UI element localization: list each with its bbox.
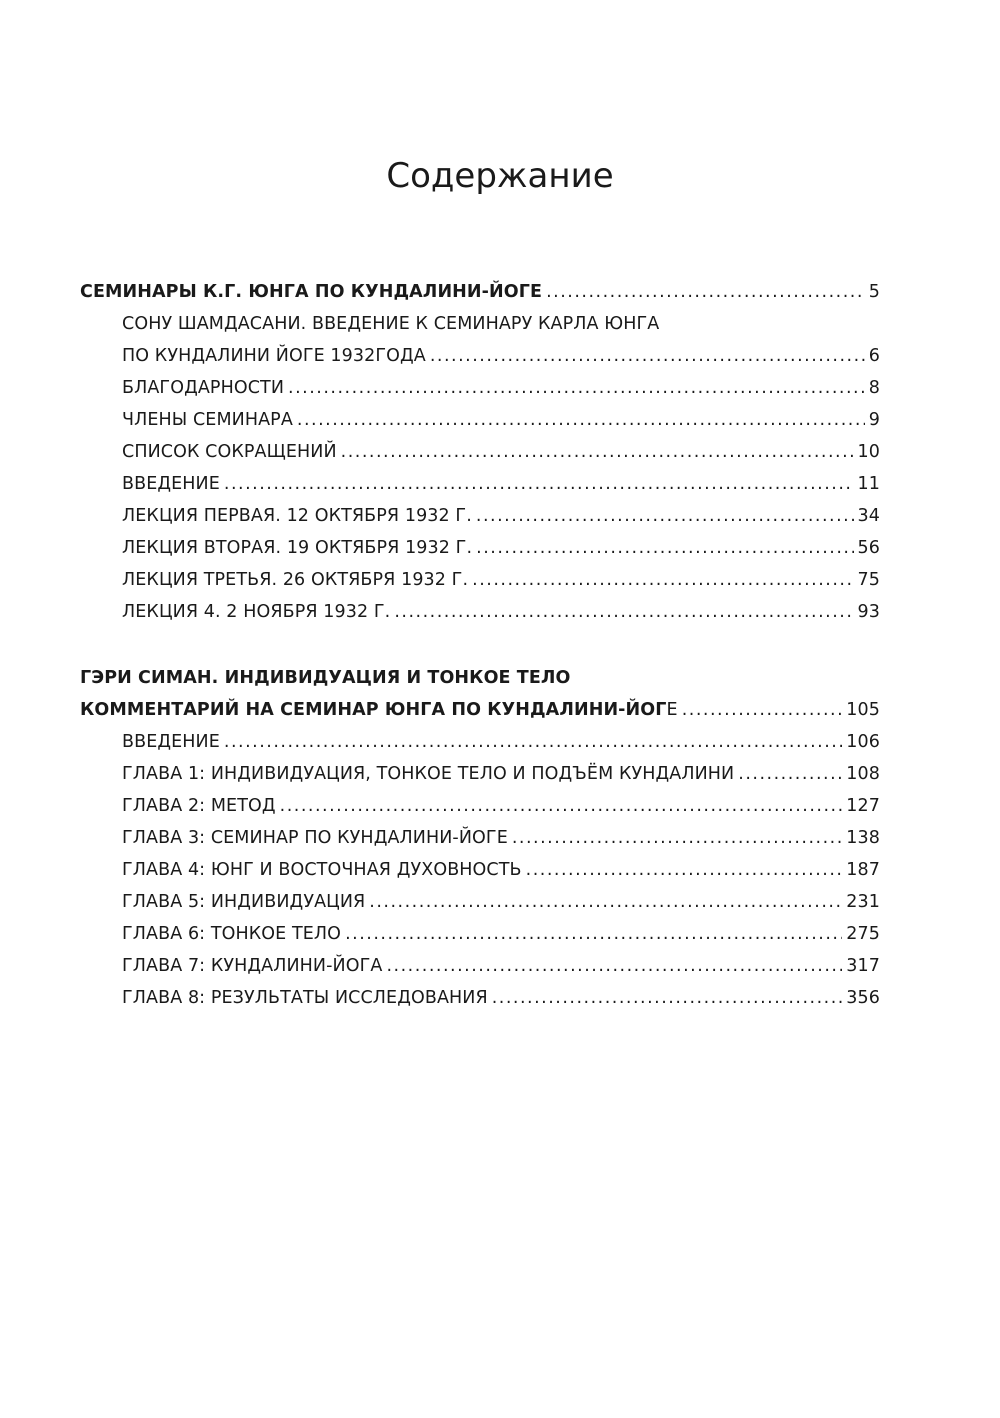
dot-leader [546, 276, 865, 308]
dot-leader [297, 404, 865, 436]
toc-entry-label: ВВЕДЕНИЕ [122, 474, 220, 494]
toc-entry-label: ГЛАВА 5: ИНДИВИДУАЦИЯ [122, 892, 366, 912]
toc-page-number: 11 [857, 474, 880, 494]
toc-entry[interactable] [80, 950, 880, 982]
toc-page-number: 275 [846, 924, 880, 944]
toc-entry-label: ГЛАВА 4: ЮНГ И ВОСТОЧНАЯ ДУХОВНОСТЬ [122, 860, 522, 880]
dot-leader [288, 372, 865, 404]
toc-entry-label: СОНУ ШАМДАСАНИ. ВВЕДЕНИЕ К СЕМИНАРУ КАРЛА ЮНГА [122, 314, 660, 334]
toc-entry-label: БЛАГОДАРНОСТИ [122, 378, 285, 398]
toc-page-number: 356 [846, 988, 880, 1008]
page-title: Содержание [386, 155, 614, 196]
toc-heading-line [80, 662, 880, 694]
toc-entry[interactable] [80, 468, 880, 500]
toc-entry-label: ЧЛЕНЫ СЕМИНАРА [122, 410, 293, 430]
toc-entry[interactable] [80, 596, 880, 628]
toc-page-number: 6 [868, 346, 880, 366]
toc-entry-line [80, 308, 880, 340]
toc-page-number: 10 [857, 442, 880, 462]
dot-leader [476, 532, 853, 564]
toc-entry[interactable] [80, 982, 880, 1014]
dot-leader [386, 950, 842, 982]
toc-heading-label [80, 694, 678, 726]
dot-leader [492, 982, 843, 1014]
toc-heading-label-tail: Е [666, 700, 678, 720]
toc-page-number: 231 [846, 892, 880, 912]
dot-leader [369, 886, 842, 918]
toc-page-number: 105 [846, 700, 880, 720]
toc-entry[interactable] [80, 436, 880, 468]
toc-entry[interactable] [80, 726, 880, 758]
dot-leader [341, 436, 854, 468]
toc-entry[interactable] [80, 564, 880, 596]
toc-page-number: 127 [846, 796, 880, 816]
toc-entry-label: ГЛАВА 6: ТОНКОЕ ТЕЛО [122, 924, 342, 944]
toc-entry-label: ГЛАВА 1: ИНДИВИДУАЦИЯ, ТОНКОЕ ТЕЛО И ПОДЪЁМ КУНДАЛИНИ [122, 764, 735, 784]
toc-entry[interactable] [80, 500, 880, 532]
toc-entry-label: ЛЕКЦИЯ ПЕРВАЯ. 12 ОКТЯБРЯ 1932 Г. [122, 506, 472, 526]
dot-leader [476, 500, 854, 532]
toc-entry-label: ПО КУНДАЛИНИ ЙОГЕ 1932ГОДА [122, 346, 426, 366]
toc-section-siman-commentary [80, 662, 880, 1014]
dot-leader [472, 564, 853, 596]
toc-entry-label: ЛЕКЦИЯ ТРЕТЬЯ. 26 ОКТЯБРЯ 1932 Г. [122, 570, 469, 590]
toc-page-number: 317 [846, 956, 880, 976]
toc-page-number: 138 [846, 828, 880, 848]
toc-entry[interactable] [80, 758, 880, 790]
toc-entry-label: ГЛАВА 3: СЕМИНАР ПО КУНДАЛИНИ-ЙОГЕ [122, 828, 508, 848]
dot-leader [280, 790, 843, 822]
toc-entry-label: ГЛАВА 8: РЕЗУЛЬТАТЫ ИССЛЕДОВАНИЯ [122, 988, 488, 1008]
toc-page-number: 187 [846, 860, 880, 880]
toc-page-number: 5 [868, 282, 880, 302]
dot-leader [430, 340, 865, 372]
dot-leader [224, 726, 842, 758]
table-of-contents [80, 276, 880, 1048]
toc-page-number: 9 [868, 410, 880, 430]
toc-heading-label: СЕМИНАРЫ К.Г. ЮНГА ПО КУНДАЛИНИ-ЙОГЕ [80, 282, 543, 302]
toc-entry[interactable] [80, 340, 880, 372]
toc-entry-label: ЛЕКЦИЯ ВТОРАЯ. 19 ОКТЯБРЯ 1932 Г. [122, 538, 473, 558]
toc-page-number: 56 [857, 538, 880, 558]
dot-leader [394, 596, 853, 628]
toc-page-number: 108 [846, 764, 880, 784]
toc-heading[interactable] [80, 276, 880, 308]
toc-heading[interactable] [80, 694, 880, 726]
toc-entry[interactable] [80, 854, 880, 886]
toc-entry[interactable] [80, 790, 880, 822]
toc-page-number: 93 [857, 602, 880, 622]
toc-entry[interactable] [80, 886, 880, 918]
toc-entry-label: СПИСОК СОКРАЩЕНИЙ [122, 442, 337, 462]
toc-entry-label: ЛЕКЦИЯ 4. 2 НОЯБРЯ 1932 Г. [122, 602, 391, 622]
toc-entry[interactable] [80, 404, 880, 436]
toc-entry[interactable] [80, 532, 880, 564]
dot-leader [526, 854, 843, 886]
toc-page-number: 34 [857, 506, 880, 526]
toc-entry[interactable] [80, 372, 880, 404]
toc-heading-label: ГЭРИ СИМАН. ИНДИВИДУАЦИЯ И ТОНКОЕ ТЕЛО [80, 668, 571, 688]
toc-section-jung-seminars [80, 276, 880, 628]
toc-page-number: 75 [857, 570, 880, 590]
toc-entry[interactable] [80, 918, 880, 950]
dot-leader [345, 918, 842, 950]
toc-entry-label: ГЛАВА 2: МЕТОД [122, 796, 276, 816]
dot-leader [512, 822, 842, 854]
toc-heading-label-main: КОММЕНТАРИЙ НА СЕМИНАР ЮНГА ПО КУНДАЛИНИ-ЙОГ [80, 700, 667, 720]
toc-page-number: 106 [846, 732, 880, 752]
dot-leader [682, 694, 843, 726]
toc-entry-label: ВВЕДЕНИЕ [122, 732, 220, 752]
toc-entry[interactable] [80, 822, 880, 854]
dot-leader [224, 468, 854, 500]
toc-entry-label: ГЛАВА 7: КУНДАЛИНИ-ЙОГА [122, 956, 383, 976]
toc-page-number: 8 [868, 378, 880, 398]
dot-leader [738, 758, 842, 790]
